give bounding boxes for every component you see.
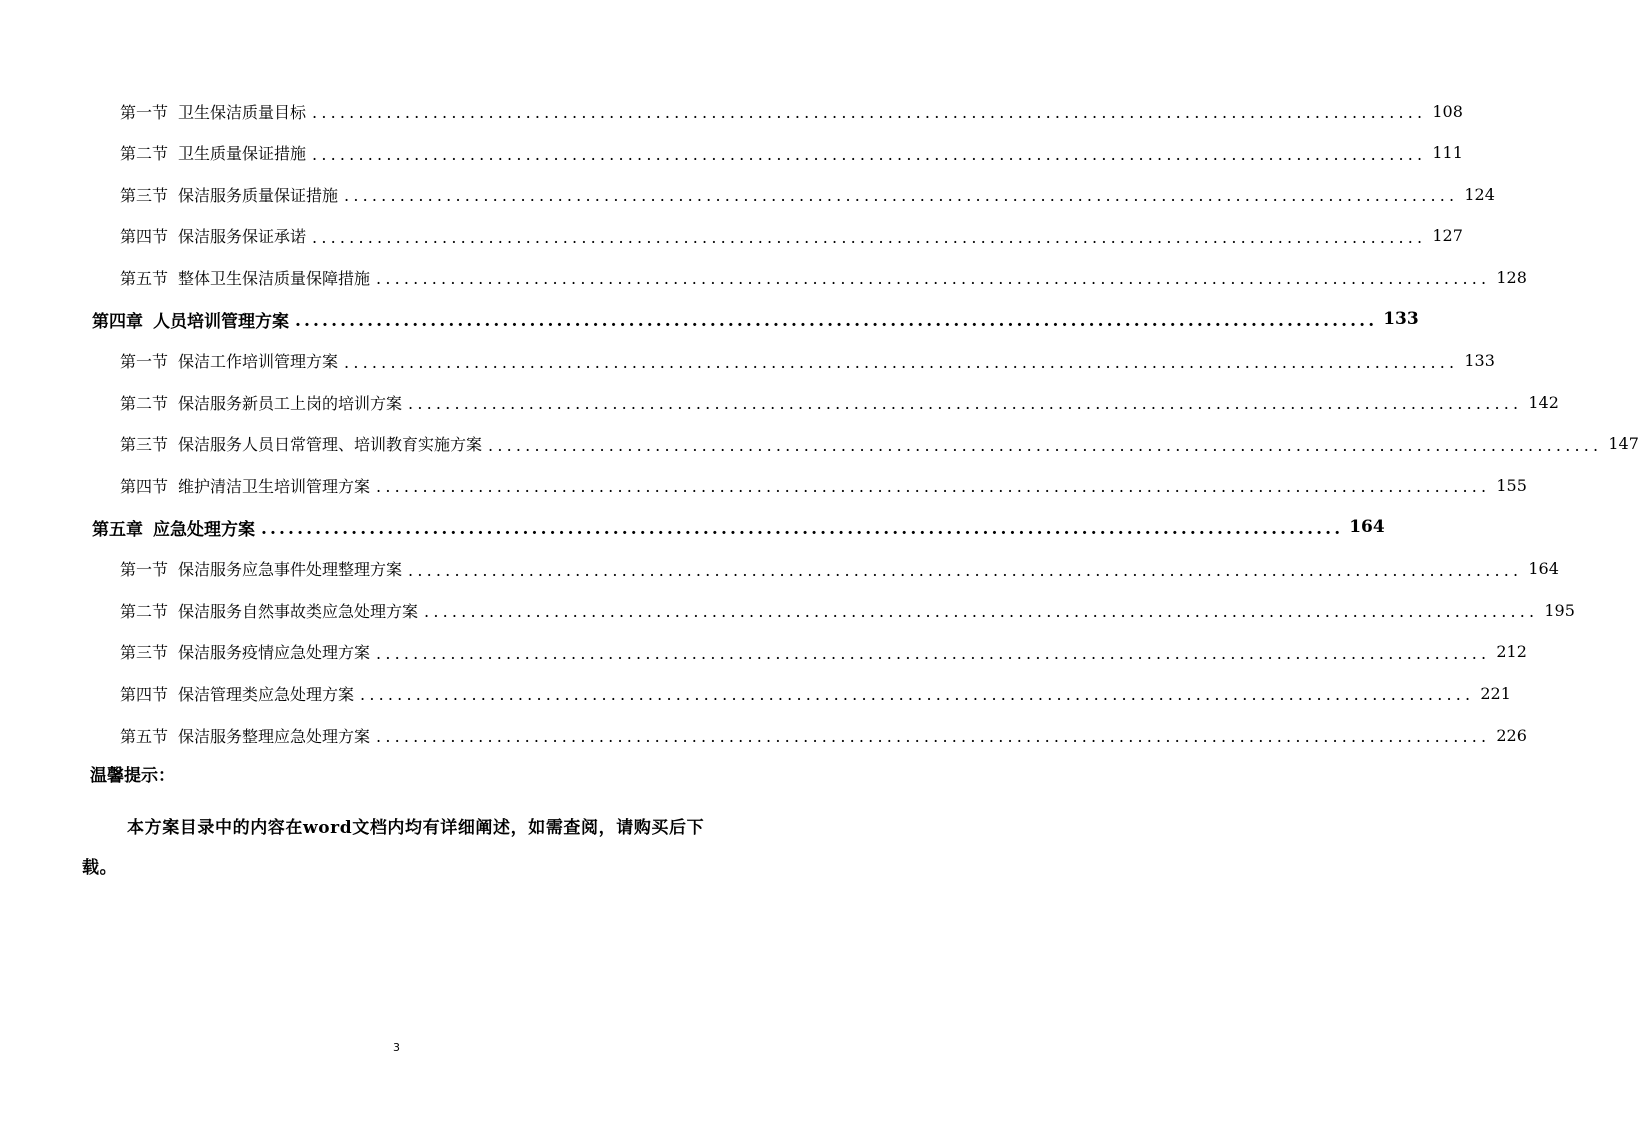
toc-section-row[interactable] [120,470,1527,500]
toc-entry-page: 108 [1432,101,1463,121]
toc-dot-leader: ........................................................................................................................ [376,643,1491,663]
toc-entry-label [120,640,370,663]
toc-entry-page: 195 [1544,600,1575,620]
toc-entry-page: 212 [1496,642,1527,662]
toc-entry-label [120,100,306,123]
toc-entry-label [120,557,402,580]
toc-entry-title: 应急处理方案 [153,519,255,540]
toc-dot-leader: ........................................................................................................................ [360,685,1475,705]
toc-dot-leader: ........................................................................................................................ [408,560,1523,580]
toc-section-row[interactable] [120,637,1527,667]
toc-section-row[interactable] [120,429,1639,459]
toc-entry-number: 第五章 [92,519,143,540]
toc-entry-title: 保洁服务自然事故类应急处理方案 [178,601,419,621]
toc-entry-title: 保洁服务人员日常管理、培训教育实施方案 [178,435,483,455]
toc-dot-leader: ........................................................................................................................ [312,227,1427,247]
toc-dot-leader: ........................................................................................................................ [312,103,1427,122]
toc-entry-title: 保洁服务新员工上岗的培训方案 [178,393,403,413]
toc-entry-number: 第四节 [120,227,169,247]
toc-entry-page: 133 [1464,351,1495,371]
toc-entry-title: 整体卫生保洁质量保障措施 [178,268,371,288]
toc-entry-page: 133 [1383,309,1419,329]
toc-entry-page: 164 [1528,559,1559,579]
toc-entry-label [120,349,338,372]
toc-entry-page: 142 [1528,392,1559,412]
toc-dot-leader: ........................................................................................................................ [408,394,1523,414]
toc-entry-number: 第三节 [120,643,169,663]
toc-section-row[interactable] [120,554,1559,584]
toc-entry-label [120,183,338,206]
toc-section-row[interactable] [120,262,1527,292]
toc-entry-page: 124 [1464,184,1495,204]
toc-entry-title: 卫生质量保证措施 [178,144,307,164]
toc-dot-leader: ........................................................................................................................ [376,269,1491,289]
toc-dot-leader: ........................................................................................................................ [488,435,1603,455]
toc-entry-page: 128 [1496,267,1527,287]
toc-entry-label [120,724,370,747]
toc-entry-label [120,599,418,622]
toc-dot-leader: ........................................................................................................................ [344,186,1459,206]
toc-entry-number: 第二节 [120,601,169,621]
toc-entry-page: 111 [1432,143,1463,163]
toc-entry-label [120,266,370,289]
toc-entry-page: 226 [1496,725,1527,745]
toc-entry-number: 第一节 [120,560,169,580]
toc-entry-title: 卫生保洁质量目标 [178,102,307,122]
toc-section-row[interactable] [120,387,1559,417]
toc-section-row[interactable] [120,138,1463,168]
toc-entry-number: 第二节 [120,144,169,164]
toc-entry-title: 保洁服务质量保证措施 [178,185,339,205]
toc-section-row[interactable] [120,720,1527,750]
toc-entry-number: 第四节 [120,684,169,704]
toc-entry-title: 维护清洁卫生培训管理方案 [178,476,371,496]
toc-dot-leader: ........................................................................................................................ [344,352,1459,372]
toc-entry-page: 155 [1496,475,1527,495]
toc-entry-number: 第五节 [120,268,169,288]
toc-entry-number: 第一节 [120,352,169,372]
toc-entry-label [92,515,255,540]
toc-section-row[interactable] [120,595,1575,625]
toc-dot-leader: ........................................................................................................................ [312,144,1427,164]
toc-entry-page: 147 [1608,434,1639,454]
toc-entry-page: 221 [1480,683,1511,703]
toc-section-row[interactable] [120,221,1463,251]
toc-entry-title: 保洁服务应急事件处理整理方案 [178,560,403,580]
toc-entry-number: 第一节 [120,102,169,122]
toc-entry-label [120,224,306,247]
page-number: 3 [393,1041,400,1054]
toc-entry-title: 保洁服务疫情应急处理方案 [178,643,371,663]
toc-dot-leader: ........................................................................................................................ [376,727,1491,746]
toc-entry-label [120,432,482,455]
toc-section-row[interactable] [120,678,1511,708]
toc-entry-number: 第三节 [120,185,169,205]
toc-entry-label [92,307,289,332]
toc-dot-leader: ........................................................................................................................ [261,518,1344,539]
toc-entry-number: 第三节 [120,435,169,455]
toc-dot-leader: ........................................................................................................................ [295,310,1378,331]
toc-entry-page: 127 [1432,226,1463,246]
toc-entry-page: 164 [1349,517,1385,537]
toc-entry-label [120,391,402,414]
toc-section-row[interactable] [120,346,1495,376]
toc-section-row[interactable] [120,179,1495,209]
toc-entry-number: 第四节 [120,476,169,496]
toc-entry-title: 保洁工作培训管理方案 [178,352,339,372]
toc-chapter-row[interactable] [92,512,1385,542]
toc-entry-title: 保洁服务保证承诺 [178,227,307,247]
toc-dot-leader: ........................................................................................................................ [376,477,1491,497]
toc-chapter-row[interactable] [92,304,1419,334]
toc-dot-leader: ........................................................................................................................ [424,602,1539,622]
toc-entry-number: 第四章 [92,311,143,332]
tip-body: 本方案目录中的内容在word文档内均有详细阐述，如需查阅，请购买后下载。 [82,818,705,878]
toc-entry-number: 第五节 [120,726,169,746]
toc-entry-label [120,682,354,705]
toc-entry-label [120,141,306,164]
toc-entry-title: 人员培训管理方案 [153,311,289,332]
toc-section-row[interactable] [120,96,1463,126]
toc-entry-title: 保洁管理类应急处理方案 [178,684,355,704]
toc-entry-label [120,474,370,497]
toc-entry-number: 第二节 [120,393,169,413]
toc-entry-title: 保洁服务整理应急处理方案 [178,726,371,746]
tip-title: 温馨提示： [90,766,175,786]
